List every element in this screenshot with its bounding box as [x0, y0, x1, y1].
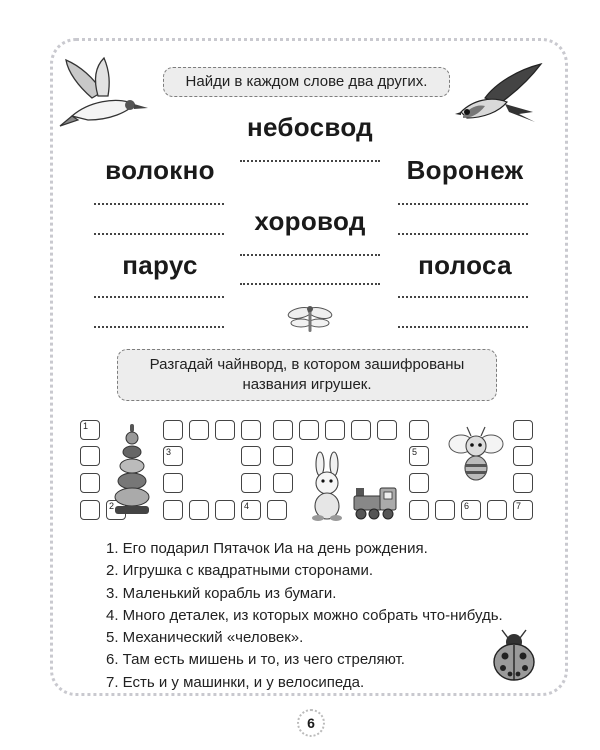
chainword-cell[interactable] — [163, 473, 183, 493]
cell-number: 7 — [516, 501, 522, 511]
chainword-cell[interactable] — [80, 446, 100, 466]
chainword-cell[interactable] — [80, 500, 100, 520]
clue-item: 7. Есть и у машинки, и у велосипеда. — [106, 673, 365, 691]
chainword-cell[interactable] — [299, 420, 319, 440]
chainword-cell[interactable] — [189, 500, 209, 520]
chainword-cell[interactable] — [273, 420, 293, 440]
chainword-cell[interactable] — [273, 473, 293, 493]
chainword-cell[interactable] — [241, 473, 261, 493]
clue-item: 6. Там есть мишень и то, из чего стреляют. — [106, 651, 405, 669]
clue-item: 5. Механический «человек». — [106, 629, 304, 647]
cell-number: 4 — [244, 501, 250, 511]
answer-line — [240, 254, 380, 256]
chainword-cell[interactable] — [241, 420, 261, 440]
chainword-cell[interactable] — [241, 446, 261, 466]
chainword-cell[interactable] — [377, 420, 397, 440]
word-nebosvod: небосвод — [247, 112, 373, 142]
answer-line — [94, 326, 224, 328]
pyramid-toy-icon — [112, 422, 152, 518]
word-polosa: полоса — [418, 250, 512, 280]
chainword-cell[interactable] — [435, 500, 455, 520]
chainword-cell[interactable] — [409, 446, 429, 466]
task1-instruction: Найди в каждом слове два других. — [163, 67, 450, 97]
chainword-cell[interactable] — [80, 420, 100, 440]
answer-line — [398, 326, 528, 328]
answer-line — [398, 233, 528, 235]
ladybug-icon — [486, 628, 542, 684]
chainword-cell[interactable] — [273, 446, 293, 466]
answer-line — [240, 160, 380, 162]
chainword-cell[interactable] — [513, 500, 533, 520]
chainword-cell[interactable] — [409, 473, 429, 493]
chainword-cell[interactable] — [513, 473, 533, 493]
chainword-cell[interactable] — [163, 420, 183, 440]
seagull-icon — [58, 56, 150, 134]
answer-line — [240, 283, 380, 285]
chainword-cell[interactable] — [351, 420, 371, 440]
chainword-cell[interactable] — [215, 420, 235, 440]
dragonfly-icon — [286, 304, 334, 334]
clue-list — [106, 538, 503, 694]
page-number: 6 — [297, 709, 325, 737]
answer-line — [94, 203, 224, 205]
clue-item: 4. Много деталек, из которых можно собрать что-нибудь. — [106, 606, 503, 624]
clue-item: 3. Маленький корабль из бумаги. — [106, 584, 337, 602]
chainword-cell[interactable] — [80, 473, 100, 493]
word-volokno: волокно — [105, 155, 215, 185]
chainword-cell[interactable] — [513, 420, 533, 440]
answer-line — [94, 233, 224, 235]
chainword-cell[interactable] — [487, 500, 507, 520]
chainword-cell[interactable] — [461, 500, 481, 520]
chainword-cell[interactable] — [163, 446, 183, 466]
word-voronezh: Воронеж — [406, 155, 524, 185]
chainword-cell[interactable] — [513, 446, 533, 466]
answer-line — [398, 296, 528, 298]
train-toy-icon — [352, 482, 398, 522]
answer-line — [398, 203, 528, 205]
chainword-cell[interactable] — [409, 420, 429, 440]
chainword-cell[interactable] — [215, 500, 235, 520]
cell-number: 3 — [166, 447, 172, 457]
chainword-cell[interactable] — [409, 500, 429, 520]
cell-number: 6 — [464, 501, 470, 511]
clue-item: 2. Игрушка с квадратными сторонами. — [106, 562, 374, 580]
chainword-cell[interactable] — [163, 500, 183, 520]
chainword-cell[interactable] — [241, 500, 261, 520]
clue-item: 1. Его подарил Пятачок Иа на день рождения. — [106, 540, 428, 557]
cell-number: 2 — [109, 501, 115, 511]
word-khorovod: хоровод — [254, 206, 366, 236]
cell-number: 5 — [412, 447, 418, 457]
chainword-cell[interactable] — [325, 420, 345, 440]
answer-line — [94, 296, 224, 298]
cell-number: 1 — [83, 421, 89, 431]
chainword-cell[interactable] — [267, 500, 287, 520]
bee-toy-icon — [447, 424, 505, 484]
word-parus: парус — [122, 250, 198, 280]
swallow-icon — [455, 62, 543, 132]
task2-instruction: Разгадай чайнворд, в котором зашифрованы названия игрушек. — [117, 349, 497, 401]
bunny-toy-icon — [306, 452, 348, 522]
chainword-cell[interactable] — [189, 420, 209, 440]
